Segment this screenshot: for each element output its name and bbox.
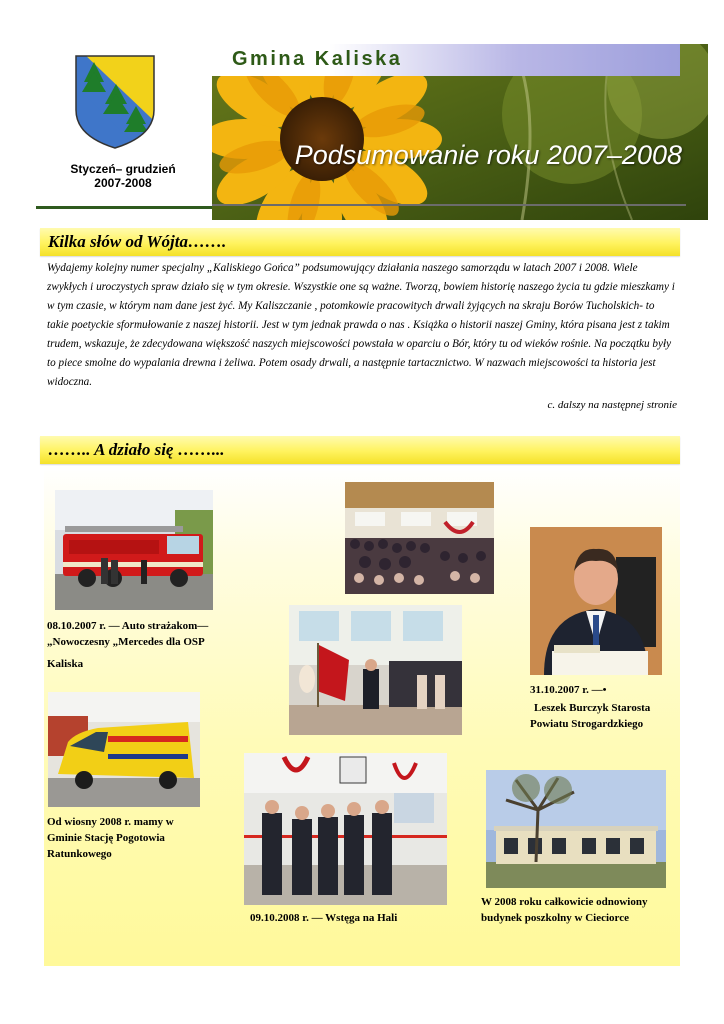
caption-line: W 2008 roku całkowicie odnowiony [481, 896, 648, 908]
date-range-months: Styczeń– grudzień [70, 162, 176, 176]
flag-parade-photo [289, 605, 462, 735]
caption-line: Powiatu Strogardzkiego [530, 718, 644, 730]
caption-line: Od wiosny 2008 r. mamy w [47, 816, 174, 828]
starosta-portrait-photo [530, 527, 662, 675]
header-divider [36, 206, 212, 209]
caption-starosta [530, 682, 690, 732]
caption-line: „Nowoczesny „Mercedes dla OSP [47, 636, 205, 648]
caption-ambulance [47, 814, 247, 862]
caption-school [481, 894, 691, 926]
ambulance-photo [48, 692, 200, 807]
caption-line: 31.10.2007 r. —• [530, 684, 607, 696]
caption-line: budynek poszkolny w Cieciorce [481, 912, 630, 924]
fire-truck-photo [55, 490, 213, 610]
municipality-name: Gmina Kaliska [232, 48, 403, 70]
gym-audience-photo [345, 482, 494, 594]
date-range-years: 2007-2008 [94, 176, 152, 190]
caption-line: Kaliska [47, 658, 84, 670]
caption-line: Leszek Burczyk Starosta [534, 702, 651, 714]
caption-line: 08.10.2007 r. — Auto strażakom— [47, 620, 209, 632]
section-bar-wojt [40, 228, 680, 256]
issue-title: Podsumowanie roku 2007–2008 [294, 140, 682, 170]
caption-fire-truck [47, 618, 247, 672]
section-heading-events: …….. A działo się ……... [48, 440, 225, 459]
caption-ribbon: 09.10.2008 r. — Wstęga na Hali [250, 912, 398, 924]
ribbon-cutting-photo [244, 753, 447, 905]
section-bar-events [40, 436, 680, 464]
section-heading-wojt: Kilka słów od Wójta……. [48, 232, 227, 251]
wojt-intro-paragraph: Wydajemy kolejny numer specjalny „Kaliskiego Gońca” podsumowujący działania naszego samorządu w latach 2007 i 2008. Wiele zwykłych i uroczystych spraw działo się w tym okresie. Wszystkie one są ważne. Tworzą, bowiem historię naszego życia tu gdzie mieszkamy i w tym czasie, w którym nam dane jest żyć. My Kaliszczanie , potomkowie pracowitych drwali żyjących na skraju Borów Tucholskich- to takie poetyckie sformułowanie z naszej historii. Jest w tym jednak prawda o nas . Książka o historii naszej Gminy, która pisana jest z takim trudem, wskazuje, że zdecydowana większość naszych miejscowości powstała w oparciu o Bór, który tu od wieków rośnie. Na początku były to piece smolne do wypalania drewna i żeliwa. Potem osady drwali, a następnie tartacznictwo. W nazwach miejscowości ta historia jest widoczna. [47, 262, 675, 388]
renovated-school-photo [486, 770, 666, 888]
caption-line: Ratunkowego [47, 848, 112, 860]
date-range [40, 162, 206, 190]
continued-note: c. dalszy na następnej stronie [547, 399, 677, 411]
municipal-crest-icon [72, 52, 158, 152]
title-divider [212, 204, 686, 206]
caption-line: Gminie Stację Pogotowia [47, 832, 165, 844]
